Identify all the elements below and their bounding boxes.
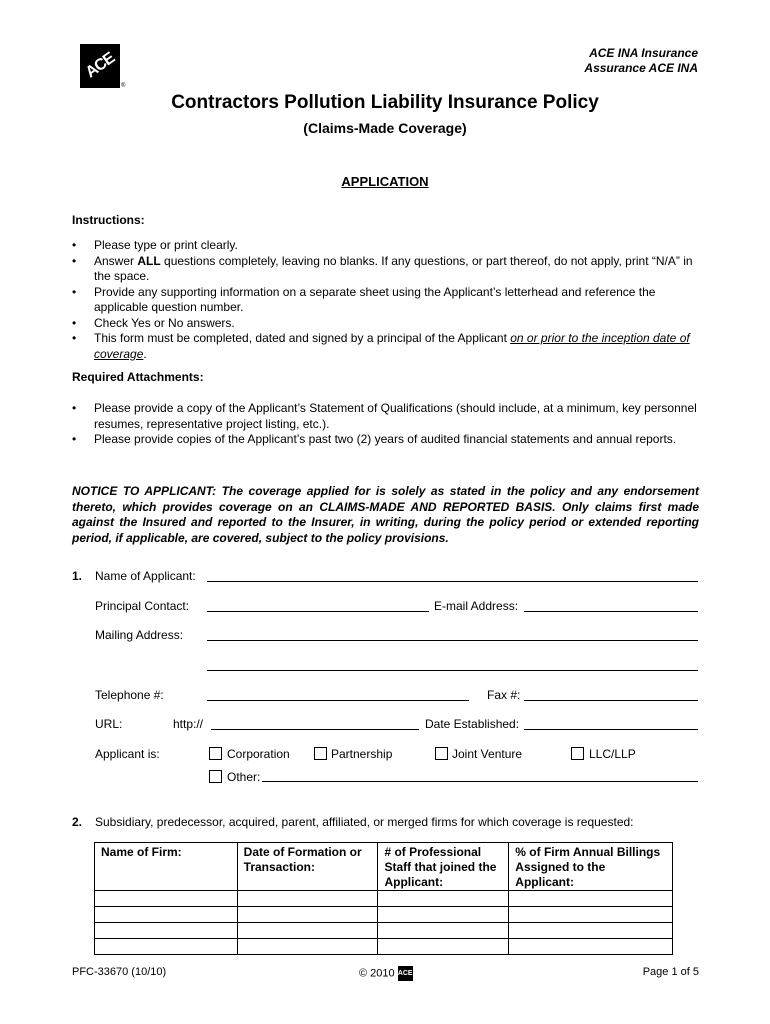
applicant-is-label: Applicant is: — [95, 747, 160, 761]
table-cell[interactable] — [509, 923, 673, 939]
section-heading: APPLICATION — [341, 174, 429, 189]
email-label: E-mail Address: — [434, 599, 519, 613]
table-cell[interactable] — [237, 923, 378, 939]
table-cell[interactable] — [95, 907, 238, 923]
table-row — [95, 891, 673, 907]
table-cell[interactable] — [95, 923, 238, 939]
table-cell[interactable] — [378, 923, 509, 939]
table-cell[interactable] — [378, 891, 509, 907]
table-row — [95, 923, 673, 939]
joint-venture-checkbox[interactable] — [435, 747, 448, 760]
telephone-field[interactable] — [207, 700, 469, 701]
company-line-1: ACE INA Insurance — [589, 46, 698, 60]
q2-text: Subsidiary, predecessor, acquired, parent, affiliated, or merged firms for which coverage is requested: — [95, 815, 634, 829]
url-field[interactable] — [211, 729, 419, 730]
applicant-name-label: Name of Applicant: — [95, 569, 196, 583]
url-prefix: http:// — [173, 717, 204, 731]
ace-logo: ACE — [80, 44, 120, 88]
instructions-heading: Instructions: — [72, 213, 145, 227]
registered-mark: ® — [121, 83, 126, 89]
table-cell[interactable] — [378, 939, 509, 955]
q1-number: 1. — [72, 569, 83, 583]
attachment-item: • Please provide copies of the Applicant’s past two (2) years of audited financial statements and annual reports. — [72, 432, 702, 448]
joint-venture-label: Joint Venture — [452, 747, 523, 761]
table-cell[interactable] — [509, 939, 673, 955]
email-field[interactable] — [524, 611, 698, 612]
ace-mini-logo: ACE — [398, 966, 413, 981]
fax-label: Fax #: — [487, 688, 521, 702]
form-number: PFC-33670 (10/10) — [72, 966, 167, 978]
instruction-item: • Provide any supporting information on a separate sheet using the Applicant’s letterhead and reference the applicable question number. — [72, 285, 702, 316]
table-header-row — [95, 843, 673, 891]
attachment-item: • Please provide a copy of the Applicant’s Statement of Qualifications (should include, at a minimum, key personnel resumes, representative project listing, etc.). — [72, 401, 702, 432]
table-row — [95, 907, 673, 923]
table-cell[interactable] — [95, 939, 238, 955]
table-cell[interactable] — [509, 907, 673, 923]
date-established-label: Date Established: — [425, 717, 520, 731]
attachments-list — [72, 401, 702, 448]
table-cell[interactable] — [237, 907, 378, 923]
fax-field[interactable] — [524, 700, 698, 701]
table-cell[interactable] — [237, 891, 378, 907]
instruction-item: • This form must be completed, dated and signed by a principal of the Applicant on or prior to the inception date of coverage. — [72, 331, 702, 362]
page-number: Page 1 of 5 — [642, 966, 699, 978]
copyright-text: © 2010 — [359, 967, 395, 980]
q2-number: 2. — [72, 815, 83, 829]
llc-llp-label: LLC/LLP — [589, 747, 636, 761]
table-cell[interactable] — [378, 907, 509, 923]
column-header: % of Firm Annual Billings Assigned to the Applicant: — [509, 843, 673, 891]
mailing-address-field-2[interactable] — [207, 670, 698, 671]
table-cell[interactable] — [95, 891, 238, 907]
date-established-field[interactable] — [524, 729, 698, 730]
partnership-label: Partnership — [331, 747, 393, 761]
mailing-address-label: Mailing Address: — [95, 628, 184, 642]
applicant-name-field[interactable] — [207, 581, 698, 582]
other-field[interactable] — [262, 781, 698, 782]
partnership-checkbox[interactable] — [314, 747, 327, 760]
instruction-item: • Please type or print clearly. — [72, 238, 702, 254]
attachments-heading: Required Attachments: — [72, 370, 204, 384]
principal-contact-label: Principal Contact: — [95, 599, 190, 613]
company-line-2: Assurance ACE INA — [584, 61, 698, 75]
instruction-item: • Answer ALL questions completely, leaving no blanks. If any questions, or part thereof, do not apply, print “N/A” in the space. — [72, 254, 702, 285]
mailing-address-field-1[interactable] — [207, 640, 698, 641]
notice-to-applicant: NOTICE TO APPLICANT: The coverage applied for is solely as stated in the policy and any endorsement thereto, which provides coverage on an CLAIMS-MADE AND REPORTED BASIS. Only claims first made against the Insured and reported to the Insurer, in writing, during the policy period or extended reporting period, if applicable, are covered, subject to the policy provisions. — [72, 484, 699, 545]
column-header: Date of Formation or Transaction: — [237, 843, 378, 891]
llc-llp-checkbox[interactable] — [571, 747, 584, 760]
table-cell[interactable] — [509, 891, 673, 907]
instructions-list — [72, 238, 702, 362]
other-checkbox[interactable] — [209, 770, 222, 783]
corporation-checkbox[interactable] — [209, 747, 222, 760]
column-header: # of Professional Staff that joined the Applicant: — [378, 843, 509, 891]
other-label: Other: — [227, 770, 261, 784]
copyright — [359, 966, 413, 981]
table-row — [95, 939, 673, 955]
page-title: Contractors Pollution Liability Insurance Policy — [171, 92, 599, 113]
corporation-label: Corporation — [227, 747, 290, 761]
url-label: URL: — [95, 717, 123, 731]
table-cell[interactable] — [237, 939, 378, 955]
telephone-label: Telephone #: — [95, 688, 164, 702]
column-header: Name of Firm: — [95, 843, 238, 891]
firms-table — [94, 842, 673, 955]
principal-contact-field[interactable] — [207, 611, 429, 612]
instruction-item: • Check Yes or No answers. — [72, 316, 702, 332]
page-subtitle: (Claims-Made Coverage) — [303, 120, 467, 136]
company-name — [584, 46, 698, 76]
